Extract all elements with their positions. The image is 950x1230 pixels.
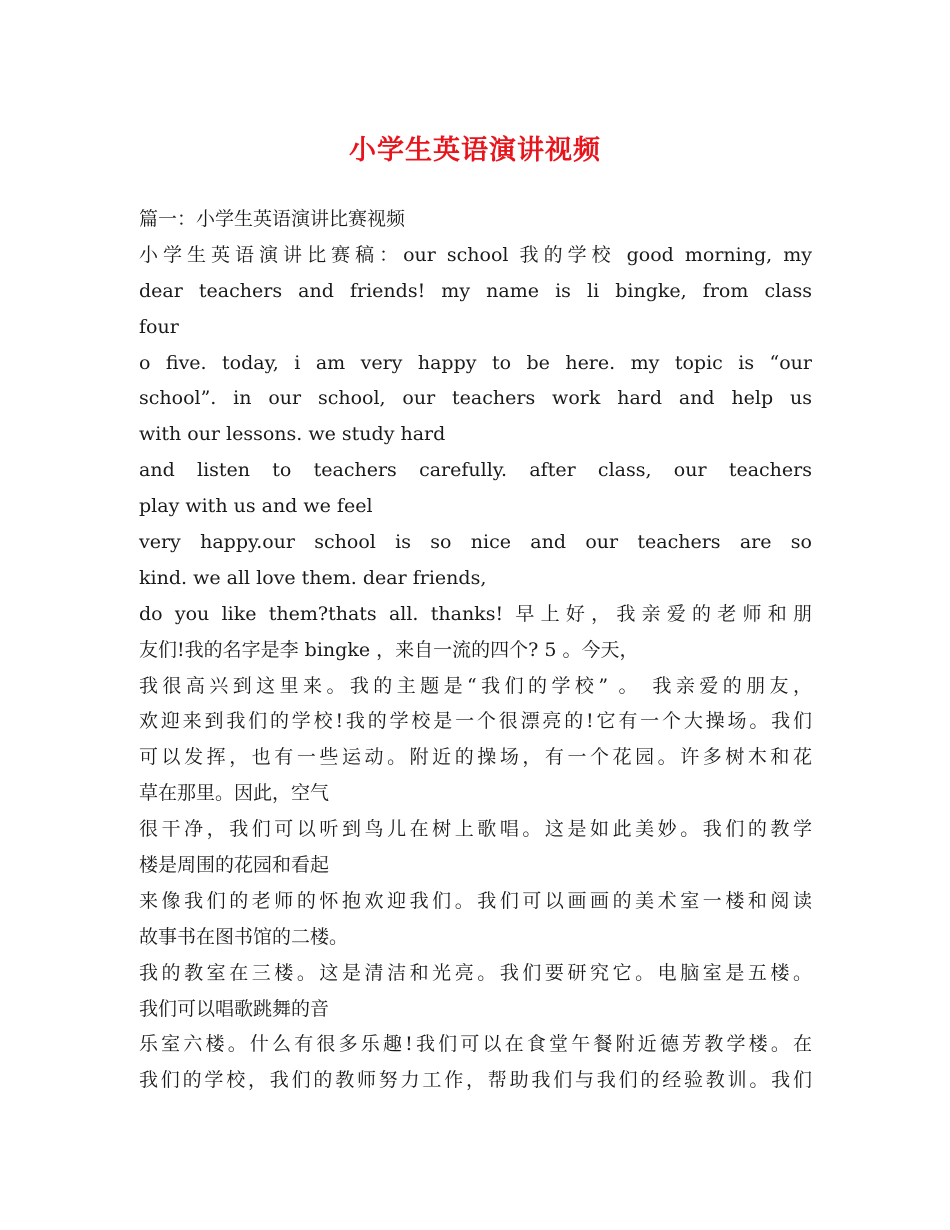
body-line: dear teachers and friends! my name is li bingke, from class bbox=[139, 279, 812, 302]
body-line: 草在那里。因此，空气 bbox=[139, 782, 330, 805]
body-line: 我的教室在三楼。这是清洁和光亮。我们要研究它。电脑室是五楼。 bbox=[139, 961, 812, 984]
body-line: 来像我们的老师的怀抱欢迎我们。我们可以画画的美术室一楼和阅读 bbox=[139, 889, 812, 912]
document-title: 小学生英语演讲视频 bbox=[349, 135, 601, 166]
body-line: 很干净，我们可以听到鸟儿在树上歌唱。这是如此美妙。我们的教学 bbox=[139, 818, 812, 841]
body-line: school”. in our school, our teachers work hard and help us bbox=[139, 387, 812, 410]
body-line: do you like them?thats all. thanks! 早上好，我亲爱的老师和朋 bbox=[139, 602, 812, 625]
body-line: 友们!我的名字是李 bingke ，来自一流的四个? 5 。今天， bbox=[139, 638, 639, 661]
body-line: 欢迎来到我们的学校!我的学校是一个很漂亮的!它有一个大操场。我们 bbox=[139, 710, 812, 733]
body-line: 我们的学校，我们的教师努力工作，帮助我们与我们的经验教训。我们 bbox=[139, 1069, 812, 1092]
body-line: 乐室六楼。什么有很多乐趣!我们可以在食堂午餐附近德芳教学楼。在 bbox=[139, 1033, 812, 1056]
body-line: 故事书在图书馆的二楼。 bbox=[139, 925, 349, 948]
body-line: play with us and we feel bbox=[139, 495, 373, 518]
body-line: 可以发挥，也有一些运动。附近的操场，有一个花园。许多树木和花 bbox=[139, 746, 812, 769]
body-line: 篇一：小学生英语演讲比赛视频 bbox=[139, 208, 406, 230]
body-line: and listen to teachers carefully. after class, our teachers bbox=[139, 459, 812, 482]
body-line: with our lessons. we study hard bbox=[139, 423, 446, 446]
body-line: 我们可以唱歌跳舞的音 bbox=[139, 997, 330, 1020]
body-line: kind. we all love them. dear friends, bbox=[139, 566, 487, 589]
document-body bbox=[139, 202, 812, 1099]
body-line: 我很高兴到这里来。我的主题是“我们的学校” 。 我亲爱的朋友， bbox=[139, 674, 812, 697]
body-line: very happy.our school is so nice and our teachers are so bbox=[139, 531, 812, 554]
body-line: 小学生英语演讲比赛稿：our school 我的学校 good morning, my bbox=[139, 243, 812, 266]
body-line: o five. today, i am very happy to be here. my topic is “our bbox=[139, 351, 812, 374]
body-line: 楼是周围的花园和看起 bbox=[139, 854, 330, 877]
body-line: four bbox=[139, 315, 179, 338]
